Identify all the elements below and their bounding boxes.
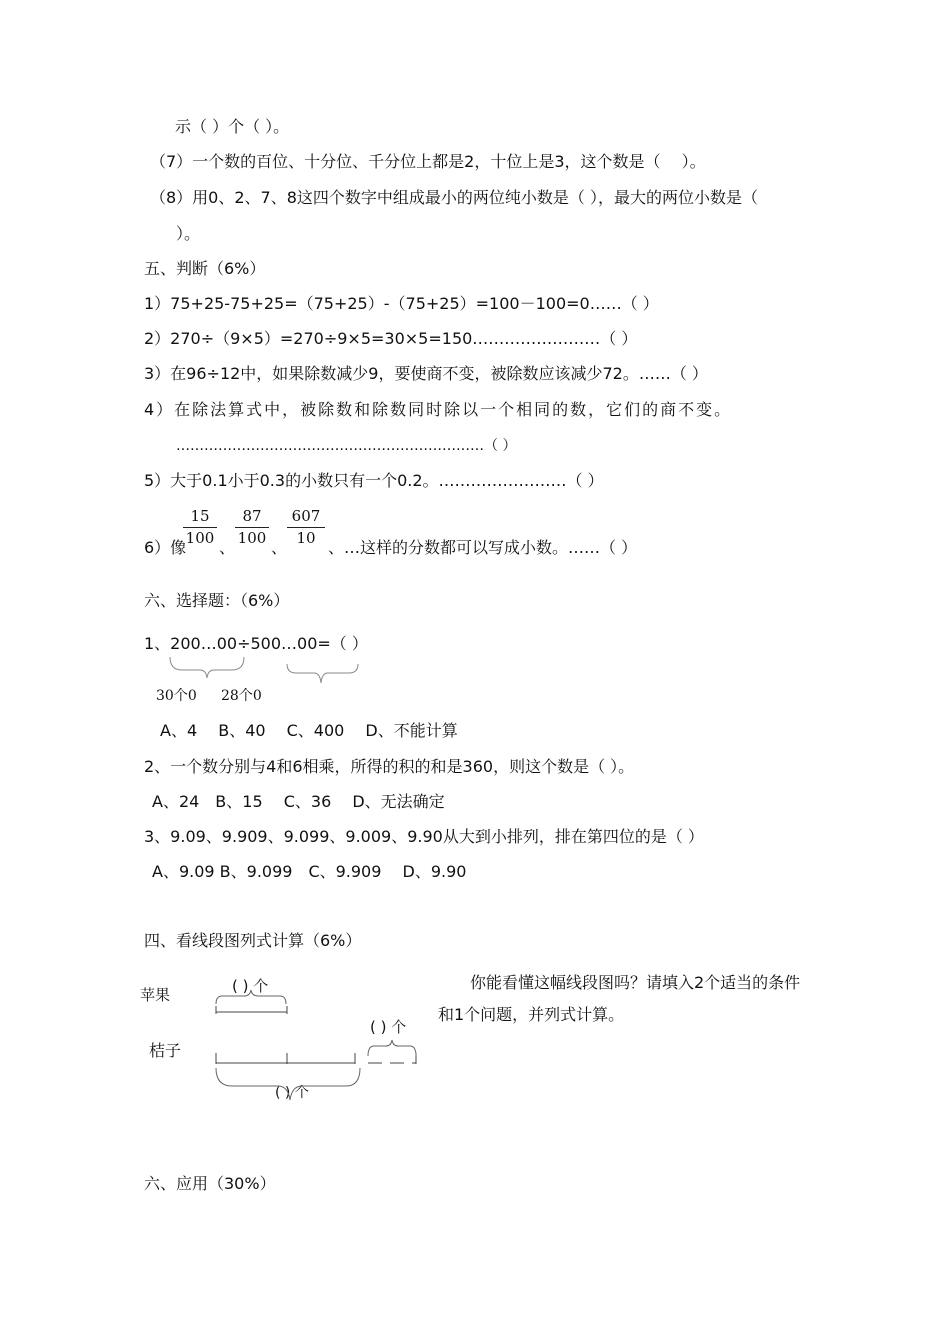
zeros-brace-b: [287, 664, 358, 683]
judge-item-2: 2）270÷（9×5）=270÷9×5=30×5=150……………………（ ）: [144, 329, 638, 348]
judge-item-6-suffix: 、…这样的分数都可以写成小数。……（ ）: [328, 538, 638, 557]
choice-q3-options: A、9.09 B、9.099 C、9.909 D、9.90: [152, 862, 467, 881]
judge-title: 五、判断（6%）: [144, 259, 266, 278]
apply-title: 六、应用（30%）: [144, 1174, 276, 1193]
bottom-count-label: ( ) 个: [275, 1085, 309, 1101]
fraction-3-numerator: 607: [287, 507, 325, 528]
fraction-2-numerator: 87: [235, 507, 269, 528]
q8-line2: ）。: [176, 224, 201, 243]
choice-q3: 3、9.09、9.909、9.099、9.009、9.90从大到小排列，排在第四位的是（ ）: [144, 827, 704, 846]
orange-bottom-brace: [216, 1068, 360, 1100]
right-count-label: ( ) 个: [370, 1018, 407, 1036]
fraction-1-numerator: 15: [183, 507, 217, 528]
judge-item-4: 4）在除法算式中，被除数和除数同时除以一个相同的数，它们的商不变。: [144, 400, 733, 419]
judge-item-5: 5）大于0.1小于0.3的小数只有一个0.2。……………………（ ）: [144, 471, 604, 490]
judge-item-4-dots: …………………………………………………………（ ）: [176, 438, 517, 454]
label-apple: 苹果: [140, 986, 171, 1004]
fraction-separator-2: 、: [271, 538, 288, 557]
judge-item-3: 3）在96÷12中，如果除数减少9，要使商不变，被除数应该减少72。……（ ）: [144, 364, 708, 383]
choice-q1-options: A、4 B、40 C、400 D、不能计算: [160, 721, 458, 740]
choice-q1-zeros-a: 30个0: [156, 688, 197, 704]
fraction-1-denominator: 100: [185, 529, 215, 547]
q6-tail: 示（ ）个（ ）。: [175, 117, 290, 136]
fraction-2-denominator: 100: [237, 529, 267, 547]
zeros-brace-a: [170, 657, 244, 678]
judge-item-1: 1）75+25-75+25=（75+25）-（75+25）=100－100=0……（ ）: [144, 294, 659, 313]
apple-top-brace: [216, 990, 286, 1004]
choice-title: 六、选择题：（6%）: [144, 591, 290, 610]
fraction-separator-1: 、: [219, 538, 236, 557]
q8-line1: （8）用0、2、7、8这四个数字中组成最小的两位纯小数是（ ），最大的两位小数是（: [150, 188, 758, 207]
choice-q1: 1、200…00÷500…00=（ ）: [144, 634, 368, 653]
q7-text: （7）一个数的百位、十分位、千分位上都是2，十位上是3，这个数是（ ）。: [150, 152, 706, 171]
diagram-prompt-line2: 和1个问题，并列式计算。: [438, 1005, 625, 1024]
choice-q1-zeros-b: 28个0: [221, 688, 262, 704]
judge-item-6-prefix: 6）像: [144, 538, 187, 557]
choice-q2-options: A、24 B、15 C、36 D、无法确定: [152, 792, 445, 811]
label-orange: 桔子: [149, 1041, 182, 1060]
diagram-title: 四、看线段图列式计算（6%）: [144, 931, 362, 950]
fraction-3-denominator: 10: [296, 529, 316, 547]
diagram-prompt-line1: 你能看懂这幅线段图吗？请填入2个适当的条件: [470, 973, 801, 992]
top-count-label: ( ) 个: [232, 977, 269, 995]
choice-q2: 2、一个数分别与4和6相乘，所得的积的和是360，则这个数是（ ）。: [144, 757, 635, 776]
orange-extra-brace: [368, 1040, 416, 1056]
